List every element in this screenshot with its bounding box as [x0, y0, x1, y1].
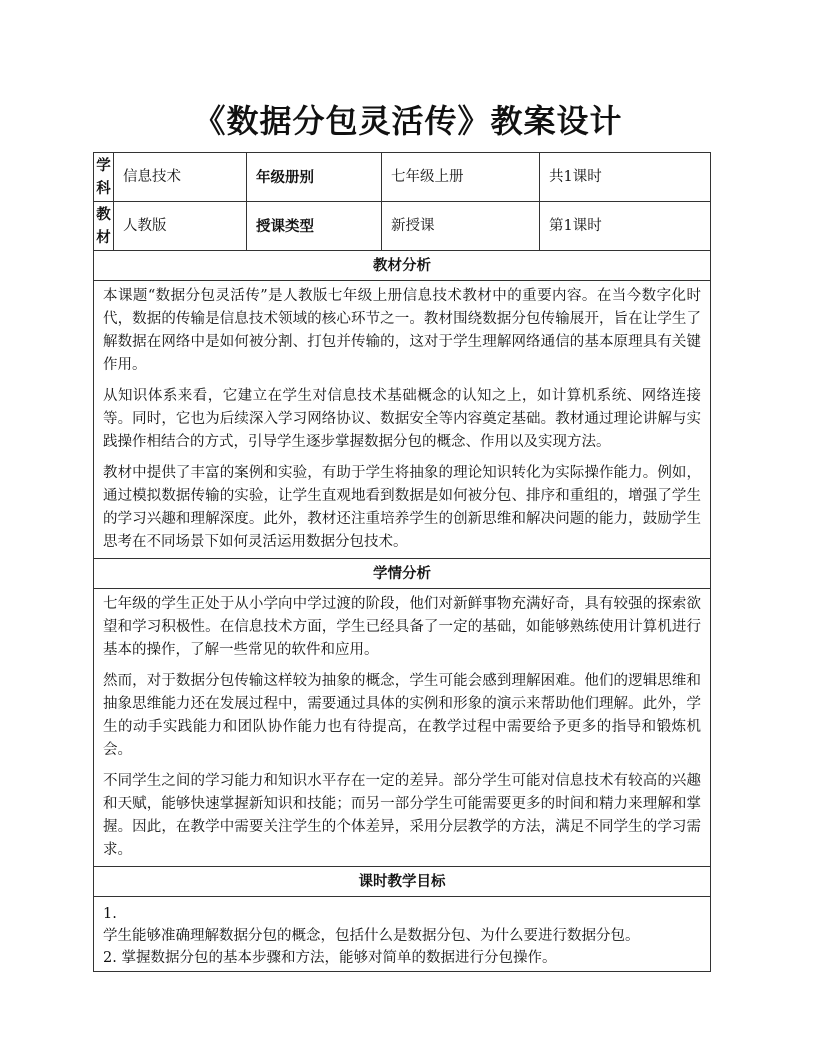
section-content-row	[94, 897, 711, 972]
subject-label-cell	[94, 153, 114, 202]
student-analysis-heading: 学情分析	[94, 559, 711, 589]
lesson-type-label: 授课类型	[247, 202, 382, 251]
section-head-row	[94, 251, 711, 281]
lesson-plan-table	[93, 152, 711, 972]
lesson-type-value: 新授课	[382, 202, 540, 251]
student-analysis-content	[94, 589, 711, 867]
paragraph: 然而，对于数据分包传输这样较为抽象的概念，学生可能会感到理解困难。他们的逻辑思维和抽象思维能力还在发展过程中，需要通过具体的实例和形象的演示来帮助他们理解。此外，学生的动手实践能力和团队协作能力也有待提高，在教学过程中需要给予更多的指导和锻炼机会。	[103, 673, 701, 758]
objectives-heading: 课时教学目标	[94, 867, 711, 897]
textbook-analysis-content	[94, 281, 711, 559]
grade-label: 年级册别	[247, 153, 382, 202]
textbook-analysis-heading: 教材分析	[94, 251, 711, 281]
paragraph: 本课题“数据分包灵活传”是人教版七年级上册信息技术教材中的重要内容。在当今数字化时代，数据的传输是信息技术领域的核心环节之一。教材围绕数据分包传输展开，旨在让学生了解数据在网络中是如何被分割、打包并传输的，这对于学生理解网络通信的基本原理具有关键作用。	[103, 288, 701, 373]
subject-label: 学科	[96, 157, 111, 197]
lesson-number: 第1课时	[540, 202, 711, 251]
section-head-row	[94, 559, 711, 589]
grade-value: 七年级上册	[382, 153, 540, 202]
paragraph: 七年级的学生正处于从小学向中学过渡的阶段，他们对新鲜事物充满好奇，具有较强的探索欲望和学习积极性。在信息技术方面，学生已经具备了一定的基础，如能够熟练使用计算机进行基本的操作，了解一些常见的软件和应用。	[103, 596, 701, 658]
total-lessons: 共1课时	[540, 153, 711, 202]
objective-line: 2. 掌握数据分包的基本步骤和方法，能够对简单的数据进行分包操作。	[103, 950, 557, 966]
objectives-content	[94, 897, 711, 972]
paragraph: 从知识体系来看，它建立在学生对信息技术基础概念的认知之上，如计算机系统、网络连接等。同时，它也为后续深入学习网络协议、数据安全等内容奠定基础。教材通过理论讲解与实践操作相结合的方式，引导学生逐步掌握数据分包的概念、作用以及实现方法。	[103, 388, 701, 450]
paragraph: 不同学生之间的学习能力和知识水平存在一定的差异。部分学生可能对信息技术有较高的兴趣和天赋，能够快速掌握新知识和技能；而另一部分学生可能需要更多的时间和精力来理解和掌握。因此，在教学中需要关注学生的个体差异，采用分层教学的方法，满足不同学生的学习需求。	[103, 773, 701, 858]
paragraph: 教材中提供了丰富的案例和实验，有助于学生将抽象的理论知识转化为实际操作能力。例如，通过模拟数据传输的实验，让学生直观地看到数据是如何被分包、排序和重组的，增强了学生的学习兴趣和理解深度。此外，教材还注重培养学生的创新思维和解决问题的能力，鼓励学生思考在不同场景下如何灵活运用数据分包技术。	[103, 465, 701, 550]
subject-value: 信息技术	[114, 153, 247, 202]
section-content-row	[94, 589, 711, 867]
meta-row-textbook	[94, 202, 711, 251]
objective-line: 学生能够准确理解数据分包的概念，包括什么是数据分包、为什么要进行数据分包。	[103, 928, 640, 944]
section-content-row	[94, 281, 711, 559]
textbook-value: 人教版	[114, 202, 247, 251]
textbook-label: 教材	[96, 206, 111, 246]
objective-line: 1.	[103, 906, 117, 922]
textbook-label-cell	[94, 202, 114, 251]
meta-row-subject	[94, 153, 711, 202]
section-head-row	[94, 867, 711, 897]
page-title: 《数据分包灵活传》教案设计	[193, 102, 623, 140]
